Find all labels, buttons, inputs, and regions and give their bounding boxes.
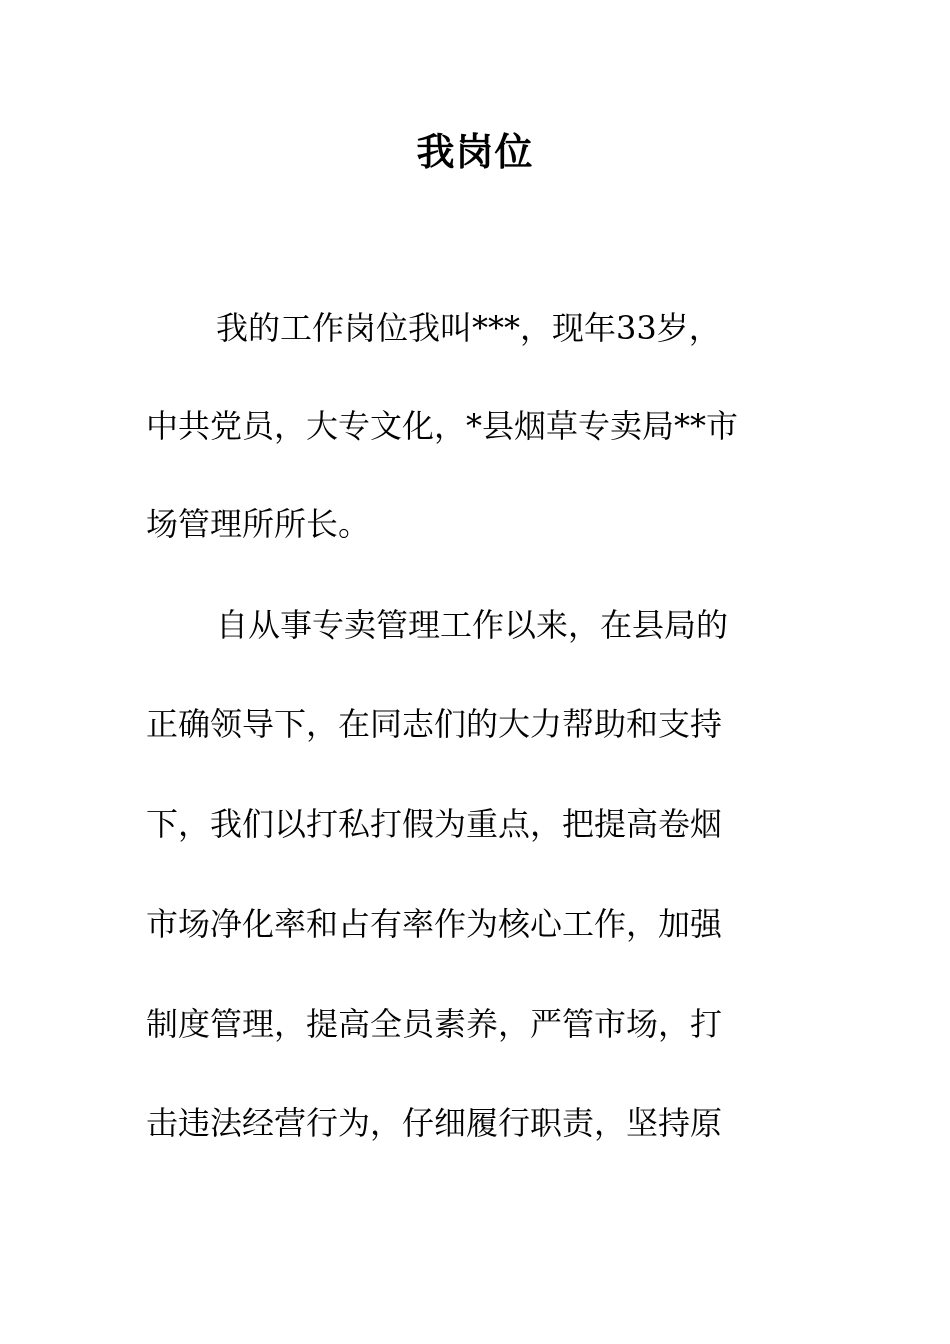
paragraph-2-line-3: 下，我们以打私打假为重点，把提高卷烟 bbox=[146, 805, 723, 843]
paragraph-1-line-3: 场管理所所长。 bbox=[146, 505, 371, 543]
paragraph-2-line-6: 击违法经营行为，仔细履行职责，坚持原 bbox=[146, 1104, 723, 1142]
paragraph-2-line-2: 正确领导下，在同志们的大力帮助和支持 bbox=[146, 705, 723, 743]
page-title: 我岗位 bbox=[416, 129, 534, 174]
paragraph-2-line-5: 制度管理，提高全员素养，严管市场，打 bbox=[146, 1005, 723, 1043]
paragraph-2-line-4: 市场净化率和占有率作为核心工作，加强 bbox=[146, 905, 723, 943]
paragraph-2-line-1: 自从事专卖管理工作以来，在县局的 bbox=[216, 606, 729, 644]
paragraph-1-line-1: 我的工作岗位我叫***，现年33岁， bbox=[216, 309, 721, 347]
paragraph-1-line-2: 中共党员，大专文化，*县烟草专卖局**市 bbox=[146, 407, 739, 445]
